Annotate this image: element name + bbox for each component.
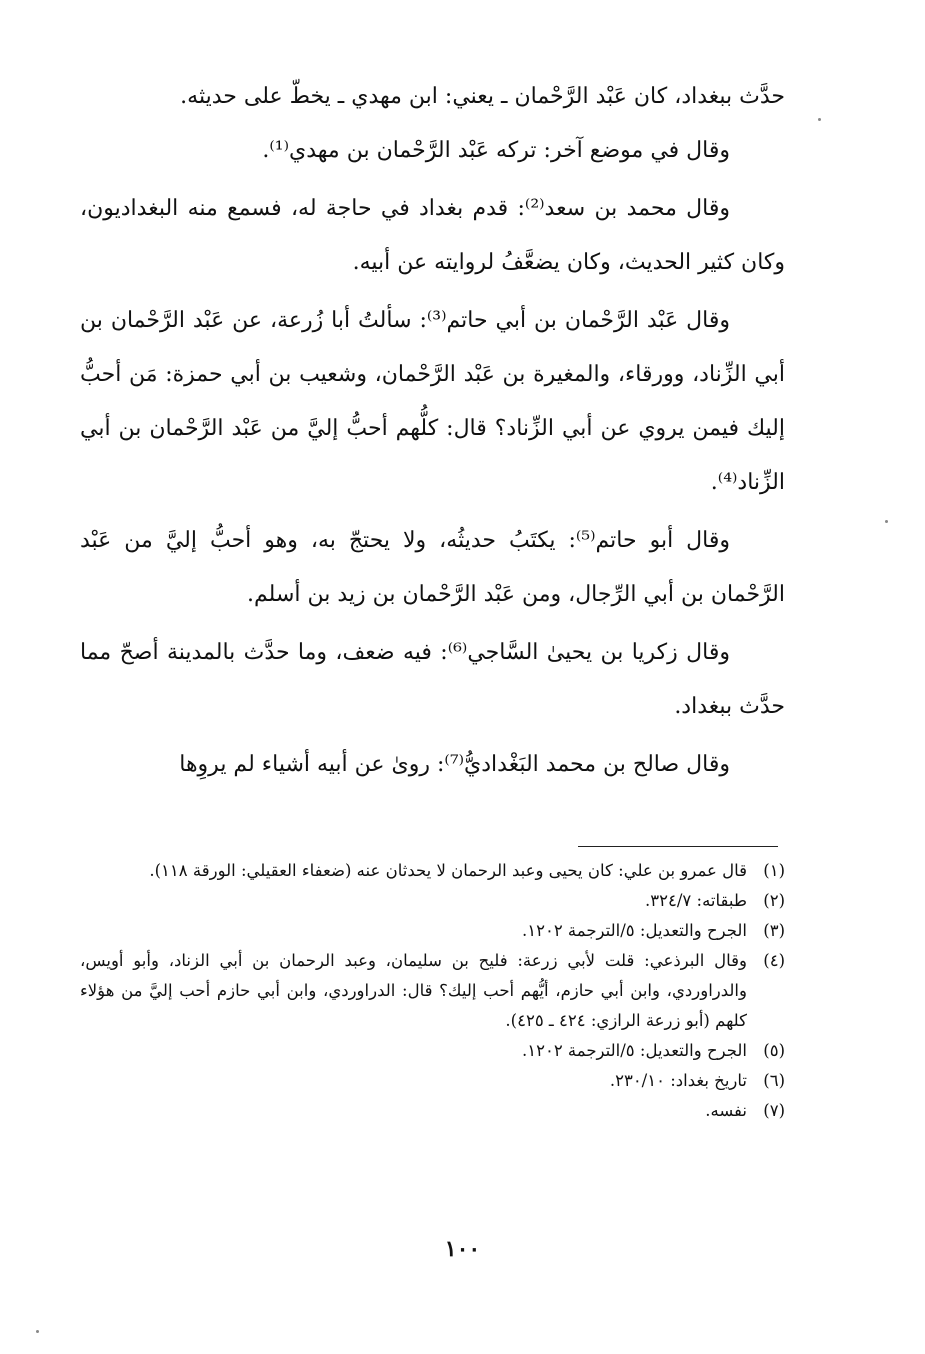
footnote-item <box>80 916 785 946</box>
footnote-text: نفسه. <box>705 1101 747 1120</box>
footnote-text: قال عمرو بن علي: كان يحيى وعبد الرحمان لا يحدثان عنه (ضعفاء العقيلي: الورقة ١١٨). <box>149 861 747 880</box>
page-number: ١٠٠ <box>444 1236 481 1262</box>
paragraph: وقال في موضع آخر: تركه عَبْد الرَّحْمان بن مهدي⁽¹⁾. <box>262 138 730 163</box>
footnotes <box>80 856 785 1126</box>
paragraph: وقال زكريا بن يحيىٰ السَّاجي⁽⁶⁾: فيه ضعف، وما حدَّث بالمدينة أصحّ مما حدَّث ببغداد. <box>80 640 785 719</box>
paragraph: وقال صالح بن محمد البَغْداديُّ⁽⁷⁾: روىٰ عن أبيه أشياء لم يروِها <box>179 752 730 777</box>
footnote-item <box>80 886 785 916</box>
paragraph: حدَّث ببغداد، كان عَبْد الرَّحْمان ـ يعني: ابن مهدي ـ يخطّ على حديثه. <box>180 84 785 109</box>
footnote-number: (٢) <box>763 891 785 910</box>
footnote-item <box>80 1036 785 1066</box>
footnote-item <box>80 1066 785 1096</box>
footnote-number: (٥) <box>763 1041 785 1060</box>
footnote-text: وقال البرذعي: قلت لأبي زرعة: فليح بن سليمان، وعبد الرحمان بن أبي الزناد، وأبو أويس، والدراوردي، وابن أبي حازم، أيُّهم أحب إليك؟ قال: الدراوردي، وابن أبي حازم أحب إليَّ من هؤلاء كلهم (أبو زرعة الرازي: ٤٢٤ ـ ٤٢٥). <box>80 951 747 1030</box>
footnote-separator <box>578 846 778 847</box>
main-text <box>80 70 785 792</box>
footnote-number: (١) <box>763 861 785 880</box>
footnote-number: (٣) <box>763 921 785 940</box>
footnote-number: (٧) <box>763 1101 785 1120</box>
paragraph: وقال محمد بن سعد⁽²⁾: قدم بغداد في حاجة له، فسمع منه البغداديون، وكان كثير الحديث، وكان يضعَّفُ لروايته عن أبيه. <box>80 196 785 275</box>
footnote-text: طبقاته: ٣٢٤/٧. <box>645 891 747 910</box>
footnote-number: (٤) <box>763 951 785 970</box>
footnote-item <box>80 856 785 886</box>
paragraph: وقال أبو حاتم⁽⁵⁾: يكتَبُ حديثُه، ولا يحتجّ به، وهو أحبُّ إليَّ من عَبْد الرَّحْمان بن أبي الرِّجال، ومن عَبْد الرَّحْمان بن زيد بن أسلم. <box>80 528 785 607</box>
footnote-item <box>80 946 785 1036</box>
scan-speck <box>36 1330 39 1333</box>
scan-speck <box>885 520 888 523</box>
paragraph: وقال عَبْد الرَّحْمان بن أبي حاتم⁽³⁾: سألتُ أبا زُرعة، عن عَبْد الرَّحْمان بن أبي الزِّناد، وورقاء، والمغيرة بن عَبْد الرَّحْمان، وشعيب بن أبي حمزة: مَن أحبُّ إليك فيمن يروي عن أبي الزِّناد؟ قال: كلُّهم أحبُّ إليَّ من عَبْد الرَّحْمان بن أبي الزِّناد⁽⁴⁾. <box>80 308 785 495</box>
footnote-text: الجرح والتعديل: ٥/الترجمة ١٢٠٢. <box>521 1041 747 1060</box>
footnote-text: تاريخ بغداد: ٢٣٠/١٠. <box>609 1071 747 1090</box>
footnote-number: (٦) <box>763 1071 785 1090</box>
footnote-item <box>80 1096 785 1126</box>
scan-speck <box>818 118 821 121</box>
footnote-text: الجرح والتعديل: ٥/الترجمة ١٢٠٢. <box>521 921 747 940</box>
